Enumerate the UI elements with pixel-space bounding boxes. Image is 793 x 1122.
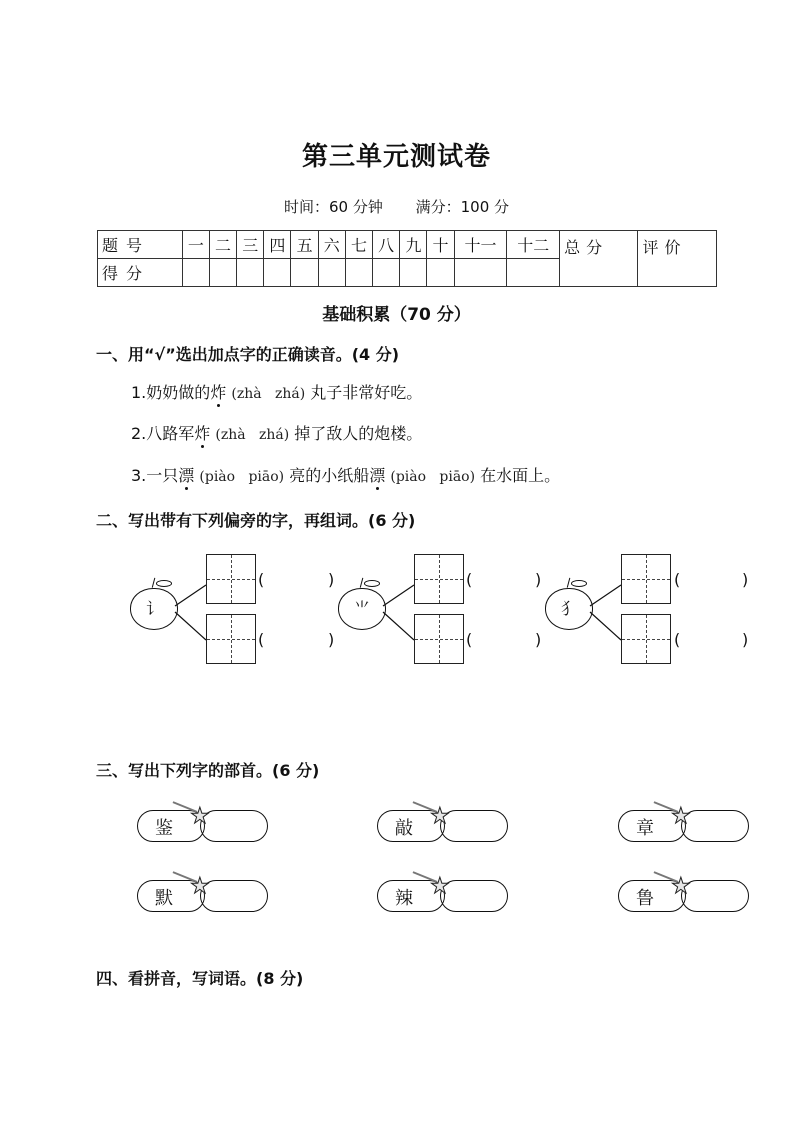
sentence-text: 在水面上。: [480, 466, 561, 485]
col-header: 十: [427, 231, 454, 259]
sentence-text: 亮的小纸船: [289, 466, 370, 485]
star-icon: ★: [671, 874, 691, 899]
row-label-score: 得分: [98, 259, 183, 287]
char-label: 鲁: [636, 888, 654, 909]
answer-paren-open: (: [258, 630, 265, 649]
col-header: 五: [291, 231, 318, 259]
col-header-evaluation: 评价: [638, 231, 717, 287]
answer-paren-open: (: [674, 630, 681, 649]
q1-item-3: 3.一只漂 (piào piāo) 亮的小纸船漂 (piào piāo) 在水面上。: [131, 466, 561, 485]
part-title: 基础积累（70 分）: [322, 305, 471, 325]
star-icon: ★: [671, 804, 691, 829]
answer-pill[interactable]: [200, 810, 268, 842]
writing-grid[interactable]: [621, 554, 671, 604]
exam-full-score: 满分：100 分: [415, 198, 510, 216]
answer-paren-close: ): [535, 570, 542, 589]
row-label-question-number: 题号: [98, 231, 183, 259]
apple-radical: 讠: [130, 588, 178, 630]
pinyin-option[interactable]: zhà: [236, 386, 262, 402]
item-number: 2.: [131, 424, 147, 443]
q1-item-2: 2.八路军炸 (zhà zhá) 掉了敌人的炮楼。: [131, 424, 423, 443]
char-label: 默: [155, 888, 173, 909]
col-header-total: 总分: [560, 231, 638, 287]
answer-pill[interactable]: [681, 880, 749, 912]
dotted-char: 炸: [210, 383, 227, 402]
col-header: 十一: [454, 231, 507, 259]
col-header: 二: [209, 231, 236, 259]
writing-grid[interactable]: [414, 614, 464, 664]
apple-radical: ⺌: [338, 588, 386, 630]
writing-grid[interactable]: [206, 554, 256, 604]
col-header: 九: [400, 231, 427, 259]
answer-pill[interactable]: [440, 880, 508, 912]
q1-title: 一、用“√”选出加点字的正确读音。(4 分): [96, 345, 400, 364]
col-header: 六: [318, 231, 345, 259]
star-icon: ★: [190, 804, 210, 829]
q4-title: 四、看拼音，写词语。(8 分): [96, 969, 304, 988]
exam-time: 时间：60 分钟: [283, 198, 383, 216]
col-header: 一: [182, 231, 209, 259]
q1-item-1: 1.奶奶做的炸 (zhà zhá) 丸子非常好吃。: [131, 383, 423, 402]
apple-radical: 犭: [545, 588, 593, 630]
answer-paren-close: ): [742, 630, 749, 649]
dotted-char: 漂: [178, 466, 195, 485]
pinyin-option[interactable]: piāo: [248, 469, 279, 485]
writing-grid[interactable]: [206, 614, 256, 664]
pinyin-option[interactable]: zhá: [274, 386, 300, 402]
pinyin-option[interactable]: piào: [395, 469, 427, 485]
answer-pill[interactable]: [200, 880, 268, 912]
answer-paren-open: (: [466, 570, 473, 589]
char-label: 辣: [395, 888, 413, 909]
apple-leaf-icon: [571, 580, 587, 587]
q3-title: 三、写出下列字的部首。(6 分): [96, 761, 320, 780]
apple-leaf-icon: [364, 580, 380, 587]
sentence-text: 奶奶做的: [146, 383, 211, 402]
answer-paren-open: (: [258, 570, 265, 589]
q2-title: 二、写出带有下列偏旁的字，再组词。(6 分): [96, 511, 416, 530]
char-label: 敲: [395, 818, 413, 839]
answer-paren-close: ): [328, 630, 335, 649]
answer-paren-close: ): [535, 630, 542, 649]
answer-paren-close: ): [328, 570, 335, 589]
dotted-char: 漂: [369, 466, 386, 485]
pinyin-option[interactable]: piào: [204, 469, 236, 485]
star-icon: ★: [190, 874, 210, 899]
pinyin-option[interactable]: piāo: [439, 469, 470, 485]
pinyin-option[interactable]: zhá: [258, 427, 284, 443]
star-icon: ★: [430, 804, 450, 829]
char-label: 鉴: [155, 818, 173, 839]
col-header: 八: [373, 231, 400, 259]
col-header: 四: [264, 231, 291, 259]
col-header: 七: [345, 231, 372, 259]
answer-paren-open: (: [674, 570, 681, 589]
answer-paren-close: ): [742, 570, 749, 589]
item-number: 1.: [131, 383, 147, 402]
answer-paren-open: (: [466, 630, 473, 649]
answer-pill[interactable]: [681, 810, 749, 842]
col-header: 三: [237, 231, 264, 259]
writing-grid[interactable]: [621, 614, 671, 664]
sentence-text: 掉了敌人的炮楼。: [294, 424, 423, 443]
char-label: 章: [636, 818, 654, 839]
sentence-text: 八路军: [146, 424, 195, 443]
page-title: 第三单元测试卷: [301, 142, 491, 172]
sentence-text: 一只: [146, 466, 179, 485]
sentence-text: 丸子非常好吃。: [310, 383, 423, 402]
dotted-char: 炸: [194, 424, 211, 443]
item-number: 3.: [131, 466, 147, 485]
pinyin-option[interactable]: zhà: [220, 427, 246, 443]
apple-leaf-icon: [156, 580, 172, 587]
col-header: 十二: [507, 231, 560, 259]
writing-grid[interactable]: [414, 554, 464, 604]
answer-pill[interactable]: [440, 810, 508, 842]
star-icon: ★: [430, 874, 450, 899]
